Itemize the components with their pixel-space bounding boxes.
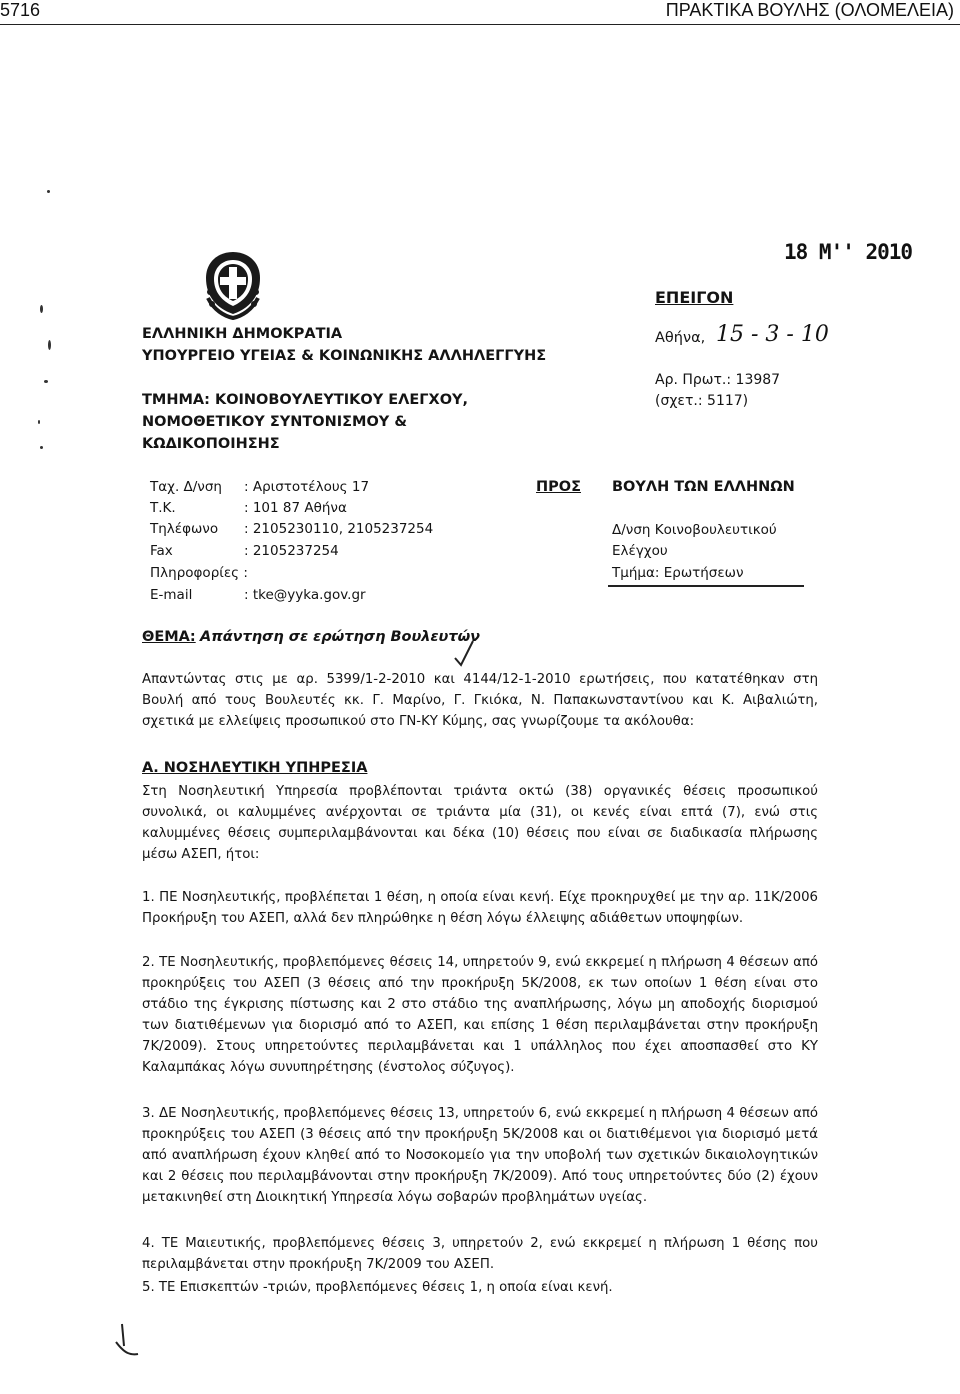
sender-department-3: ΚΩΔΙΚΟΠΟΙΗΣΗΣ [142, 436, 280, 452]
list-item: 4. ΤΕ Μαιευτικής, προβλεπόμενες θέσεις 3, υπηρετούν 2, ενώ εκκρεμεί η πλήρωση 1 θέσης που περιλαμβάνεται στην προκήρυξη 7Κ/2009 του ΑΣΕΠ. [142, 1236, 818, 1272]
recipient-section: Τμήμα: Ερωτήσεων [612, 565, 744, 581]
subject-label: ΘΕΜΑ: [142, 629, 196, 645]
dateline-label: Αθήνα, [655, 330, 706, 346]
contact-label-fax: Fax [150, 543, 173, 559]
recipient-directorate: Δ/νση Κοινοβουλευτικού [612, 522, 777, 538]
intro-paragraph: Απαντώντας στις με αρ. 5399/1-2-2010 και 4144/12-1-2010 ερωτήσεις, που κατατέθηκαν στη Βουλή από τους Βουλευτές κκ. Γ. Μαρίνο, Γ. Γκιόκα, Ν. Παπακωνσταντίνου και Κ. Αιβαλιώτη, σχετικά με ελλείψεις προσωπικού στο ΓΝ-ΚΥ Κύμης, σας γνωρίζουμε τα ακόλουθα: [142, 672, 818, 729]
contact-value-address: : Αριστοτέλους 17 [244, 479, 370, 495]
subject-text: Απάντηση σε ερώτηση Βουλευτών [200, 629, 481, 645]
contact-label-info: Πληροφορίες : [150, 565, 248, 581]
section-paragraph: Στη Νοσηλευτική Υπηρεσία προβλέπονται τριάντα οκτώ (38) οργανικές θέσεις προσωπικού συνολικά, οι καλυμμένες ανέρχονται σε τριάντα μία (31), οι κενές είναι επτά (7), ενώ στις καλυμμένες θέσεις συμπεριλαμβάνονται και δέκα (10) θέσεις που είναι σε διαδικασία πλήρωσης μέσω ΑΣΕΠ, ήτοι: [142, 784, 818, 862]
recipient-control: Ελέγχου [612, 543, 668, 559]
page-number: 5716 [0, 0, 41, 20]
received-date-stamp: 18 Μ'' 2010 [784, 240, 913, 264]
urgent-label: ΕΠΕΙΓΟΝ [655, 288, 734, 307]
sender-country: ΕΛΛΗΝΙΚΗ ΔΗΜΟΚΡΑΤΙΑ [142, 326, 343, 342]
recipient-label: ΠΡΟΣ [536, 479, 581, 495]
list-item: 3. ΔΕ Νοσηλευτικής, προβλεπόμενες θέσεις 13, υπηρετούν 6, ενώ εκκρεμεί η πλήρωση 4 θέσεων από προκηρύξεις του ΑΣΕΠ (3 θέσεις από την προκήρυξη 5Κ/2008 και οι διατιθέμενοι για διορισμό μετά από αναπλήρωση έχουν κληθεί από το Νοσοκομείο για την υποβολή των σχετικών δικαιολογητικών και 2 θέσεις που περιλαμβάνονται στην προκήρυξη 7Κ/2009). Από τους υπηρετούντες δύο (2) έχουν μετακινηθεί στη Διοικητική Υπηρεσία λόγω σοβαρών προβλημάτων υγείας. [142, 1106, 818, 1205]
contact-label-address: Ταχ. Δ/νση [150, 479, 222, 495]
sender-ministry: ΥΠΟΥΡΓΕΙΟ ΥΓΕΙΑΣ & ΚΟΙΝΩΝΙΚΗΣ ΑΛΛΗΛΕΓΓΥΗΣ [142, 348, 547, 364]
contact-value-fax: : 2105237254 [244, 543, 339, 559]
handwritten-date: 15 - 3 - 10 [716, 322, 829, 347]
recipient-underline [608, 585, 804, 587]
section-heading: Α. ΝΟΣΗΛΕΥΤΙΚΗ ΥΠΗΡΕΣΙΑ [142, 760, 368, 776]
recipient-parliament: ΒΟΥΛΗ ΤΩΝ ΕΛΛΗΝΩΝ [612, 479, 795, 495]
greek-state-emblem-icon [198, 248, 268, 320]
list-item: 5. ΤΕ Επισκεπτών -τριών, προβλεπόμενες θέσεις 1, η οποία είναι κενή. [142, 1280, 613, 1295]
contact-label-phone: Τηλέφωνο [150, 521, 219, 537]
list-item: 1. ΠΕ Νοσηλευτικής, προβλέπεται 1 θέση, η οποία είναι κενή. Είχε προκηρυχθεί με την αρ. 11Κ/2006 Προκήρυξη του ΑΣΕΠ, αλλά δεν πληρώθηκε η θέση λόγω έλλειψης αδιάθετων υποψηφίων. [142, 890, 818, 926]
list-item: 2. ΤΕ Νοσηλευτικής, προβλεπόμενες θέσεις 14, υπηρετούν 9, ενώ εκκρεμεί η πλήρωση 4 θέσεων από προκηρύξεις του ΑΣΕΠ (3 θέσεις από την προκήρυξη 5Κ/2008, εκ των οποίων 1 θέση είναι στο στάδιο της έγκρισης πίστωσης και 2 στο στάδιο της αναπλήρωσης, λόγω μη αποδοχής διορισμού των διατιθέμενων για διορισμό από το ΑΣΕΠ, και επίσης 1 θέση περιλαμβάνεται στην προκήρυξη 7Κ/2009). Στους υπηρετούντες περιλαμβάνεται και 1 υπάλληλος που έχει αποσπασθεί στο ΚΥ Καλαμπάκας λόγω συνυπηρέτησης (ένστολος σύζυγος). [142, 955, 818, 1075]
protocol-number: Αρ. Πρωτ.: 13987 [655, 372, 781, 388]
header-rule [0, 24, 960, 25]
sender-department-1: ΤΜΗΜΑ: ΚΟΙΝΟΒΟΥΛΕΥΤΙΚΟΥ ΕΛΕΓΧΟΥ, [142, 392, 469, 408]
page-title: ΠΡΑΚΤΙΚΑ ΒΟΥΛΗΣ (ΟΛΟΜΕΛΕΙΑ) [665, 0, 954, 20]
contact-value-email: : tke@yyka.gov.gr [244, 587, 366, 603]
contact-label-postcode: Τ.Κ. [150, 500, 176, 516]
contact-value-phone: : 2105230110, 2105237254 [244, 521, 434, 537]
handwritten-check-icon [112, 1320, 142, 1360]
scan-speck [40, 446, 43, 449]
related-reference: (σχετ.: 5117) [655, 393, 749, 409]
scan-speck [48, 340, 51, 350]
sender-department-2: ΝΟΜΟΘΕΤΙΚΟΥ ΣΥΝΤΟΝΙΣΜΟΥ & [142, 414, 407, 430]
scan-speck [47, 190, 50, 193]
contact-value-postcode: : 101 87 Αθήνα [244, 500, 347, 516]
handwritten-check-icon [452, 638, 476, 668]
scan-speck [44, 380, 48, 383]
scan-speck [40, 305, 43, 313]
scan-speck [38, 420, 40, 424]
contact-label-email: E-mail [150, 587, 193, 603]
